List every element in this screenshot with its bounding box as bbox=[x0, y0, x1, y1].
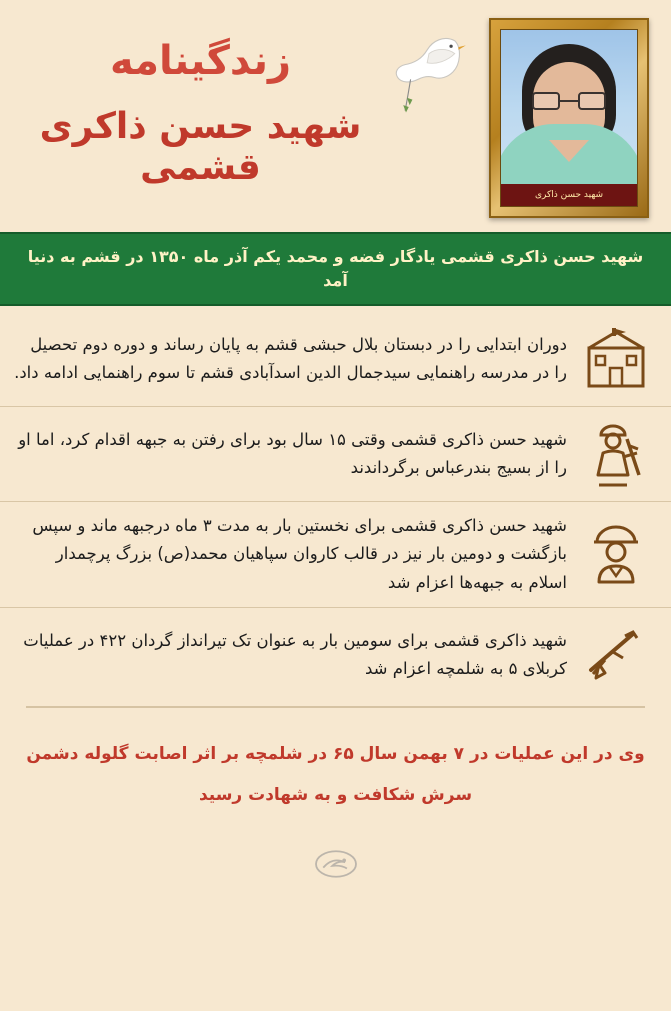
glasses-bridge bbox=[560, 100, 578, 102]
list-item bbox=[0, 312, 671, 407]
school-building-icon bbox=[577, 322, 655, 396]
section-text: شهید ذاکری قشمی برای سومین بار به عنوان تک تیرانداز گردان ۴۲۲ در عملیات کربلای ۵ به شلمچه اعزام شد bbox=[23, 630, 567, 679]
section-text: دوران ابتدایی را در دبستان بلال حبشی قشم به پایان رساند و دوره دوم تحصیل را در مدرسه راهنمایی سیدجمال الدین اسدآبادی قشم تا سوم راهنمایی ادامه داد. bbox=[14, 334, 567, 382]
title-line-2: شهید حسن ذاکری قشمی bbox=[39, 106, 362, 188]
footer-line-2: سرش شکافت و به شهادت رسید bbox=[198, 784, 473, 805]
section-text: شهید حسن ذاکری قشمی وقتی ۱۵ سال بود برای رفتن به جبهه اقدام کرد، اما او را از بسیج بندرعباس برگرداندند bbox=[18, 429, 567, 477]
portrait-caption: شهید حسن ذاکری bbox=[501, 184, 637, 206]
soldier-with-rifle-icon bbox=[577, 417, 655, 491]
intro-band: شهید حسن ذاکری قشمی یادگار فضه و محمد یکم آذر ماه ۱۳۵۰ در قشم به دنیا آمد bbox=[0, 232, 671, 306]
list-item bbox=[0, 502, 671, 608]
page-title bbox=[20, 38, 381, 188]
portrait-frame bbox=[489, 18, 649, 218]
list-item bbox=[0, 608, 671, 702]
glasses-icon bbox=[532, 92, 606, 112]
soldier-helmet-icon bbox=[577, 518, 655, 592]
rifle-icon bbox=[577, 618, 655, 692]
agency-logo-icon bbox=[0, 822, 671, 904]
title-line-1: زندگینامه bbox=[109, 38, 292, 84]
sections-list bbox=[0, 306, 671, 702]
list-item bbox=[0, 407, 671, 502]
portrait-image bbox=[500, 29, 638, 207]
poster-header bbox=[0, 0, 671, 232]
footer-line-1: وی در این عملیات در ۷ بهمن سال ۶۵ در شلمچه بر اثر اصابت گلوله دشمن bbox=[26, 744, 645, 765]
dove-with-olive-branch-icon bbox=[383, 26, 475, 118]
footer-statement bbox=[0, 708, 671, 822]
section-text: شهید حسن ذاکری قشمی برای نخستین بار به مدت ۳ ماه درجبهه ماند و سپس بازگشت و دومین بار نیز در قالب کاروان سپاهیان محمد(ص) بزرگ پرچمدار اسلام به جبهه‌ها اعزام شد bbox=[32, 516, 567, 592]
